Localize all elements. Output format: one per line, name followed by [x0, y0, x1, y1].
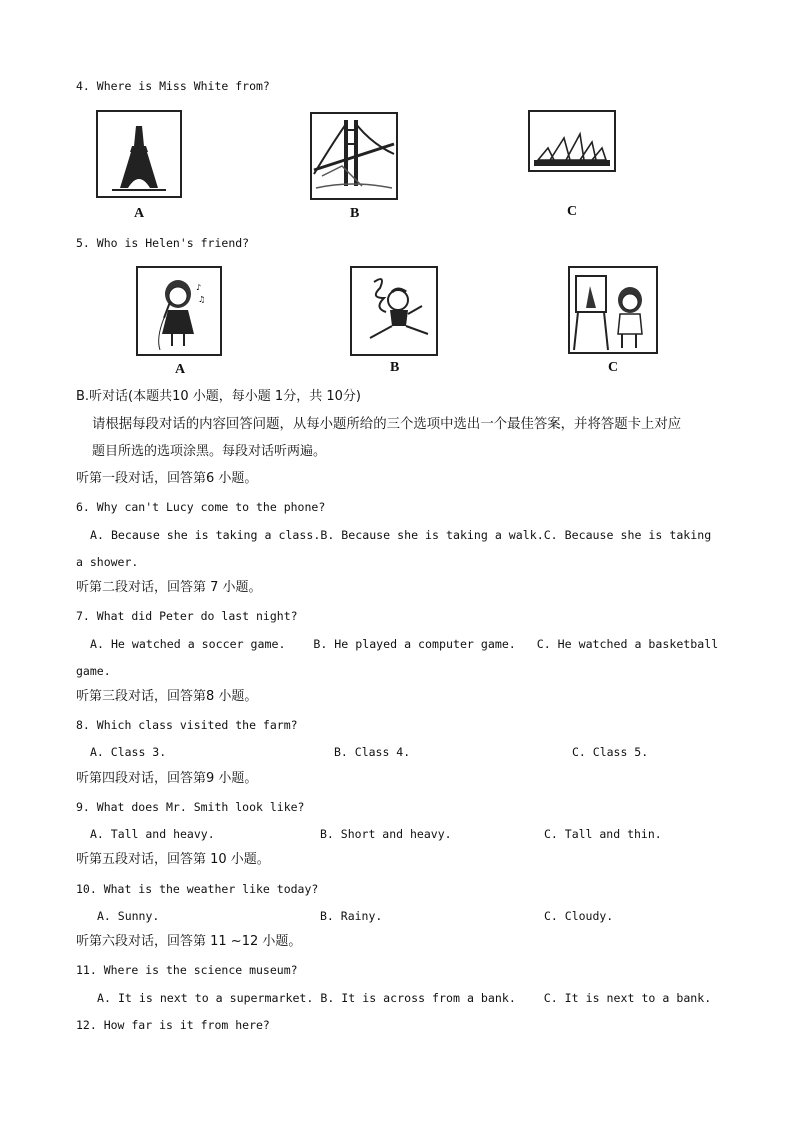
svg-text:♪: ♪ — [196, 283, 202, 292]
q5-label-b: B — [390, 360, 400, 375]
q4-label-b: B — [350, 206, 360, 221]
dialogue-3-header: 听第三段对话，回答第8 小题。 — [76, 689, 258, 704]
question-6-options-cont: a shower. — [76, 555, 139, 569]
girl-painting-icon — [568, 266, 658, 354]
question-9-option-b: B. Short and heavy. — [320, 827, 452, 841]
dialogue-4-header: 听第四段对话，回答第9 小题。 — [76, 771, 258, 786]
question-12: 12. How far is it from here? — [76, 1018, 270, 1032]
section-b-title: B.听对话(本题共10 小题，每小题 1分，共 10分) — [76, 389, 361, 404]
q4-label-c: C — [567, 204, 578, 219]
question-7: 7. What did Peter do last night? — [76, 609, 298, 623]
dialogue-5-header: 听第五段对话，回答第 10 小题。 — [76, 852, 270, 867]
section-b-instruction-1: 请根据每段对话的内容回答问题，从每小题所给的三个选项中选出一个最佳答案，并将答题卡上对应 — [92, 417, 682, 432]
q4-label-a: A — [134, 206, 145, 221]
eiffel-tower-icon — [96, 110, 182, 198]
question-7-options-cont: game. — [76, 664, 111, 678]
question-8: 8. Which class visited the farm? — [76, 718, 298, 732]
golden-gate-bridge-icon — [310, 112, 398, 200]
question-9-option-c: C. Tall and thin. — [544, 827, 662, 841]
girl-dancing-ribbon-icon — [350, 266, 438, 356]
question-7-options: A. He watched a soccer game. B. He played a computer game. C. He watched a basketball — [90, 637, 719, 651]
question-8-option-b: B. Class 4. — [334, 745, 411, 759]
question-9: 9. What does Mr. Smith look like? — [76, 800, 305, 814]
question-5: 5. Who is Helen's friend? — [76, 236, 250, 250]
question-8-option-a: A. Class 3. — [90, 745, 167, 759]
question-11-options: A. It is next to a supermarket. B. It is across from a bank. C. It is next to a bank. — [97, 991, 712, 1005]
sydney-opera-house-icon — [528, 110, 616, 172]
dialogue-6-header: 听第六段对话，回答第 11 ~12 小题。 — [76, 934, 302, 949]
question-9-option-a: A. Tall and heavy. — [90, 827, 215, 841]
question-8-option-c: C. Class 5. — [572, 745, 649, 759]
svg-text:♫: ♫ — [198, 295, 206, 304]
dialogue-1-header: 听第一段对话，回答第6 小题。 — [76, 471, 258, 486]
question-10-option-a: A. Sunny. — [97, 909, 160, 923]
question-10-option-b: B. Rainy. — [320, 909, 383, 923]
question-6-options: A. Because she is taking a class.B. Because she is taking a walk.C. Because she is taking — [90, 528, 712, 542]
question-11: 11. Where is the science museum? — [76, 963, 298, 977]
dialogue-2-header: 听第二段对话，回答第 7 小题。 — [76, 580, 262, 595]
q5-label-a: A — [175, 362, 186, 377]
girl-singing-icon — [136, 266, 222, 356]
q5-label-c: C — [608, 360, 619, 375]
question-6: 6. Why can't Lucy come to the phone? — [76, 500, 326, 514]
question-10-option-c: C. Cloudy. — [544, 909, 614, 923]
section-b-instruction-2: 题目所选的选项涂黑。每段对话听两遍。 — [92, 444, 327, 459]
question-10: 10. What is the weather like today? — [76, 882, 319, 896]
question-4: 4. Where is Miss White from? — [76, 79, 270, 93]
